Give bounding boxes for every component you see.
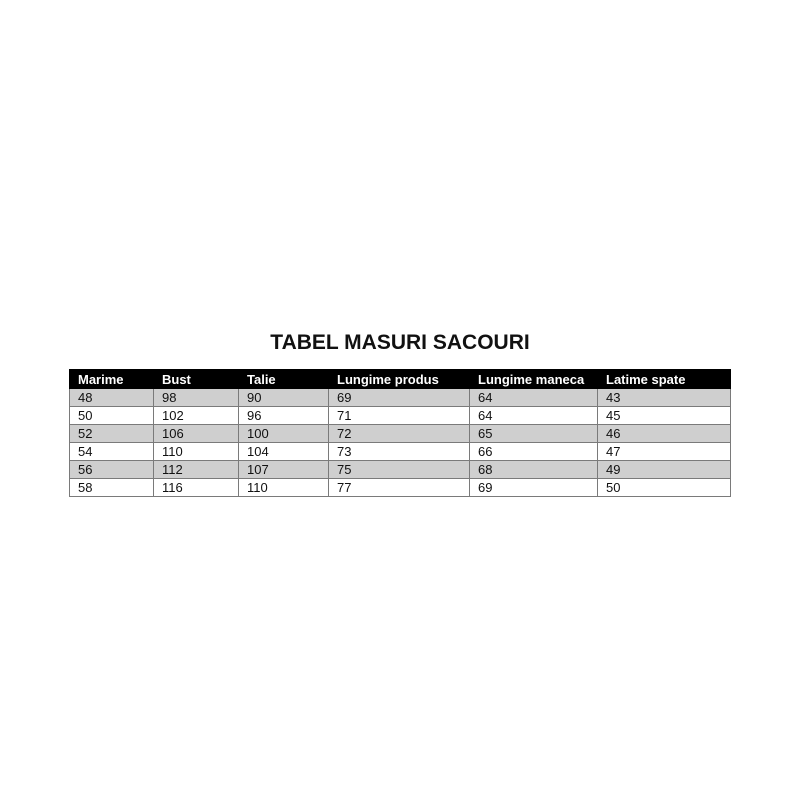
table-cell: 102 <box>154 407 239 425</box>
table-body <box>70 389 731 497</box>
column-header-bust: Bust <box>154 370 239 389</box>
column-header-latime-spate: Latime spate <box>598 370 731 389</box>
document-title: TABEL MASURI SACOURI <box>270 331 530 354</box>
table-cell: 98 <box>154 389 239 407</box>
table-cell: 52 <box>70 425 154 443</box>
table-cell: 73 <box>329 443 470 461</box>
table-cell: 64 <box>470 389 598 407</box>
table-cell: 48 <box>70 389 154 407</box>
table-cell: 106 <box>154 425 239 443</box>
table-cell: 46 <box>598 425 731 443</box>
table-cell: 104 <box>239 443 329 461</box>
table-header <box>70 370 731 389</box>
table-row <box>70 425 731 443</box>
table-cell: 65 <box>470 425 598 443</box>
table-cell: 66 <box>470 443 598 461</box>
table-cell: 45 <box>598 407 731 425</box>
table-cell: 72 <box>329 425 470 443</box>
table-row <box>70 443 731 461</box>
table-cell: 47 <box>598 443 731 461</box>
table-cell: 75 <box>329 461 470 479</box>
table-cell: 96 <box>239 407 329 425</box>
table-row <box>70 461 731 479</box>
table-row <box>70 389 731 407</box>
table-cell: 116 <box>154 479 239 497</box>
column-header-lungime-maneca: Lungime maneca <box>470 370 598 389</box>
column-header-talie: Talie <box>239 370 329 389</box>
table-cell: 50 <box>70 407 154 425</box>
table-cell: 90 <box>239 389 329 407</box>
table-cell: 77 <box>329 479 470 497</box>
table-cell: 112 <box>154 461 239 479</box>
table-cell: 43 <box>598 389 731 407</box>
table-cell: 58 <box>70 479 154 497</box>
table-cell: 54 <box>70 443 154 461</box>
table-cell: 71 <box>329 407 470 425</box>
table-cell: 110 <box>239 479 329 497</box>
table-row <box>70 479 731 497</box>
table-cell: 110 <box>154 443 239 461</box>
table-cell: 69 <box>470 479 598 497</box>
table-cell: 49 <box>598 461 731 479</box>
table-cell: 107 <box>239 461 329 479</box>
table-cell: 69 <box>329 389 470 407</box>
column-header-marime: Marime <box>70 370 154 389</box>
table-cell: 100 <box>239 425 329 443</box>
table-cell: 56 <box>70 461 154 479</box>
column-header-lungime-produs: Lungime produs <box>329 370 470 389</box>
table-cell: 68 <box>470 461 598 479</box>
table-row <box>70 407 731 425</box>
size-chart-table <box>69 369 731 497</box>
table-header-row <box>70 370 731 389</box>
table-cell: 50 <box>598 479 731 497</box>
table-cell: 64 <box>470 407 598 425</box>
